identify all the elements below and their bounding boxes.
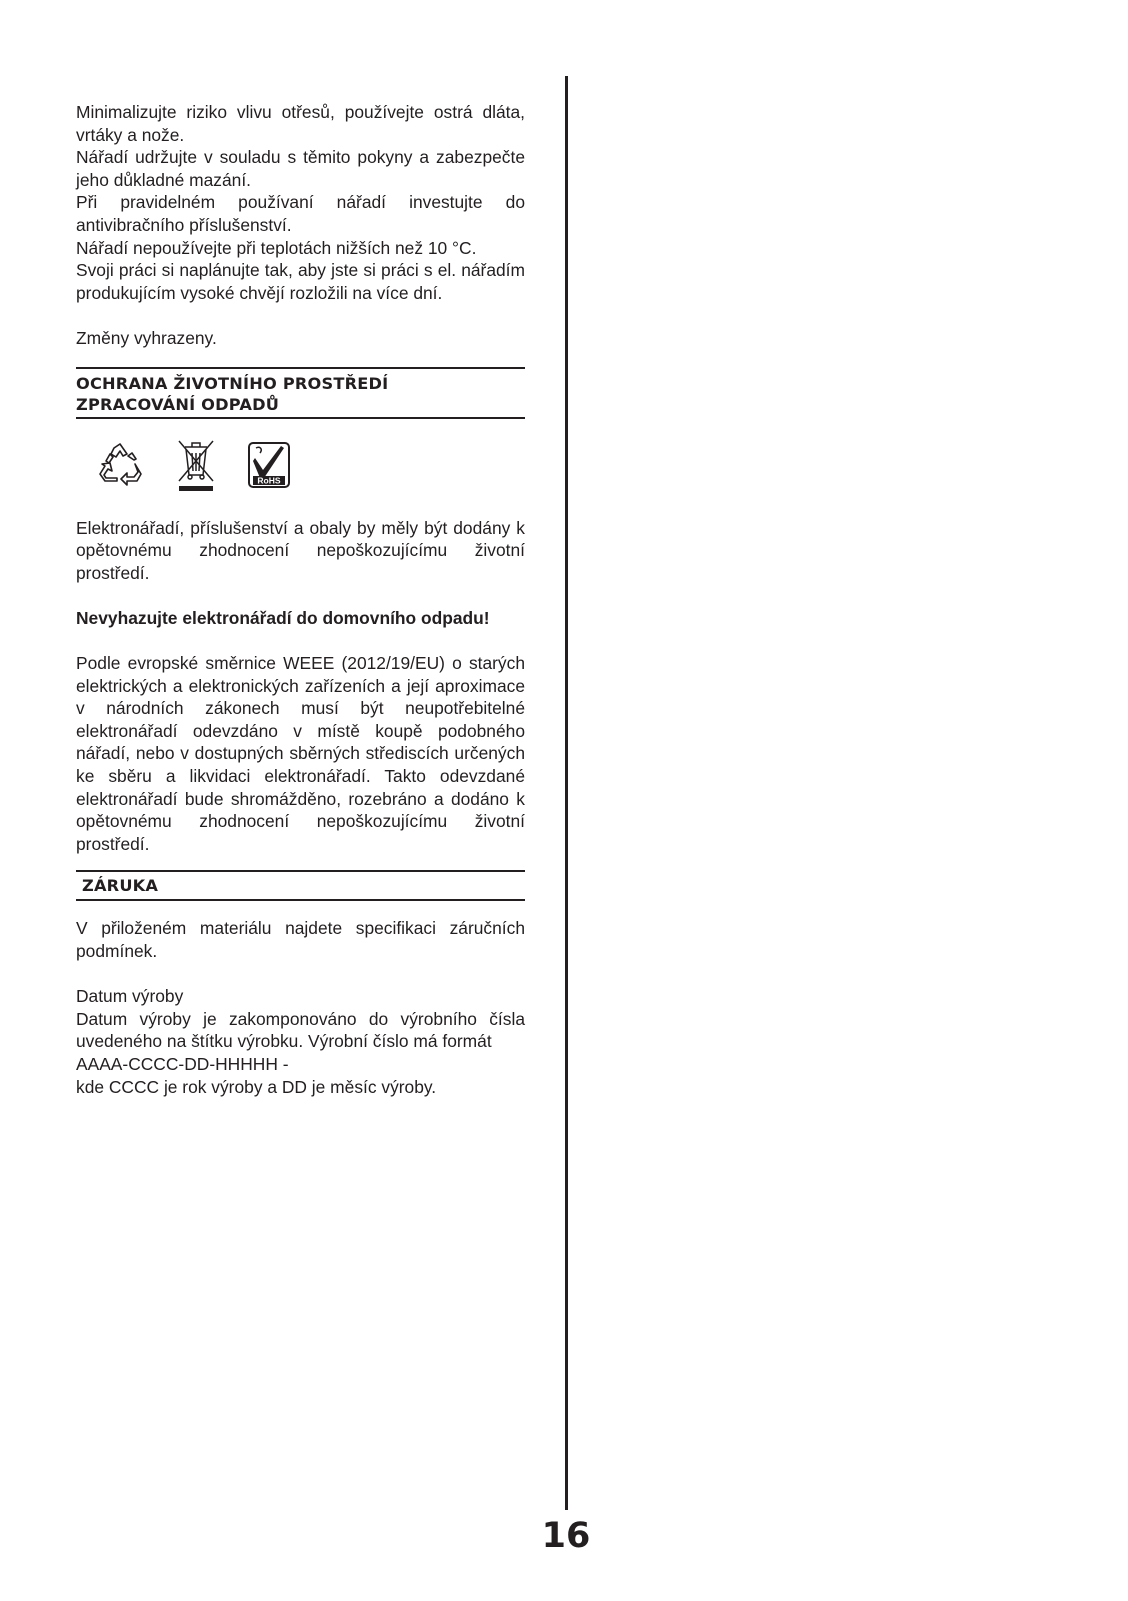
warranty-paragraph: V přiloženém materiálu najdete specifikaci záručních podmínek. [76,918,525,962]
page-number: 16 [541,1516,591,1556]
changes-note: Změny vyhrazeny. [76,327,217,348]
column-divider [565,76,568,1510]
production-date-format: AAAA-CCCC-DD-HHHHH - [76,1054,289,1074]
intro-paragraph-5: Svoji práci si naplánujte tak, aby jste si práci s el. nářadím produkujícím vysoké chvějí rozložili na více dní. [76,260,525,303]
intro-paragraph-2: Nářadí udržujte v souladu s těmito pokyny a zabezpečte jeho důkladné mazání. [76,147,525,190]
crossed-out-bin-icon [173,437,219,499]
environment-heading-line-1: OCHRANA ŽIVOTNÍHO PROSTŘEDÍ [76,373,389,393]
environment-heading [76,367,525,419]
rohs-label: RoHS [257,475,281,486]
environment-paragraph-1: Elektronářadí, příslušenství a obaly by měly být dodány k opětovnému zhodnocení nepoškozujícímu životní prostředí. [76,517,525,583]
intro-paragraph-3: Při pravidelném používaní nářadí investujte do antivibračního příslušenství. [76,192,525,235]
production-date-explanation: kde CCCC je rok výroby a DD je měsíc výroby. [76,1076,437,1097]
environment-heading-line-2: ZPRACOVÁNÍ ODPADŮ [76,394,280,414]
intro-paragraph-4: Nářadí nepoužívejte při teplotách nižších než 10 °C. [76,237,477,258]
intro-paragraph-1: Minimalizujte riziko vlivu otřesů, používejte ostrá dláta, vrtáky a nože. [76,102,525,145]
warranty-heading: ZÁRUKA [76,870,525,901]
rohs-icon [246,440,292,496]
left-column [76,101,525,1098]
environment-paragraph-2: Podle evropské směrnice WEEE (2012/19/EU) o starých elektrických a elektronických zařízeních a její aproximace v národních zákonech musí být neupotřebitelné elektronářadí odevzdáno v místě koupě podobného nářadí, nebo v dostupných sběrných střediscích určených ke sběru a likvidaci elektronářadí. Takto odevzdané elektronářadí bude shromážděno, rozebráno a dodáno k opětovnému zhodnocení nepoškozujícímu životní prostředí. [76,653,525,854]
disposal-warning: Nevyhazujte elektronářadí do domovního odpadu! [76,607,490,628]
production-date-title: Datum výroby [76,986,184,1007]
disposal-icons [76,419,525,517]
production-date-text: Datum výroby je zakomponováno do výrobního čísla uvedeného na štítku výrobku. Výrobní číslo má formát [76,1008,525,1052]
recycling-icon [94,439,146,497]
